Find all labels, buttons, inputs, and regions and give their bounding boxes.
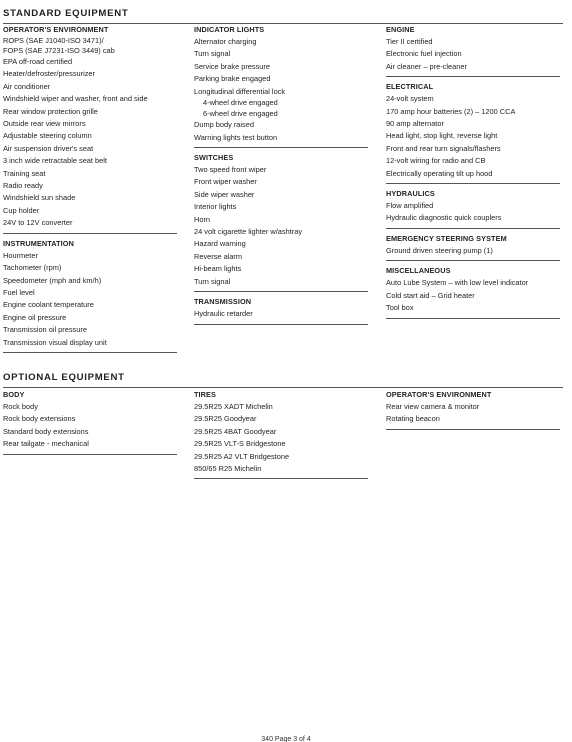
list-item: Cold start aid – Grid heater xyxy=(386,290,475,300)
std-operators-environment-section xyxy=(3,24,177,234)
list-item: Electrically operating tilt up hood xyxy=(386,168,493,178)
list-item: Front wiper washer xyxy=(194,177,257,187)
section-title: TRANSMISSION xyxy=(194,297,252,307)
std-hydraulics-section xyxy=(386,188,560,229)
list-item: Rotating beacon xyxy=(386,414,440,424)
list-item: Tachometer (rpm) xyxy=(3,263,62,273)
list-item: Air suspension driver's seat xyxy=(3,143,94,153)
opt-tires-section xyxy=(194,389,368,479)
section-title: EMERGENCY STEERING SYSTEM xyxy=(386,233,507,243)
list-item: Side wiper washer xyxy=(194,189,255,199)
list-item: 12-volt wiring for radio and CB xyxy=(386,156,486,166)
list-item: FOPS (SAE J7231-ISO 3449) cab xyxy=(3,46,115,55)
std-indicator-lights-section xyxy=(194,24,368,148)
list-item: Flow amplified xyxy=(386,201,434,211)
list-item: Air conditioner xyxy=(3,81,51,91)
list-item: Transmission visual display unit xyxy=(3,337,107,347)
list-item: Engine oil pressure xyxy=(3,312,67,322)
standard-equipment-heading: STANDARD EQUIPMENT xyxy=(3,8,563,24)
list-item: Hi-beam lights xyxy=(194,264,242,274)
section-title: ELECTRICAL xyxy=(386,82,434,92)
page-footer: 340 Page 3 of 4 xyxy=(261,736,311,742)
list-item: EPA off-road certified xyxy=(3,57,73,66)
list-item: Ground driven steering pump (1) xyxy=(386,245,493,255)
list-item: Rear view camera & monitor xyxy=(386,402,480,411)
list-item: 4-wheel drive engaged xyxy=(203,98,278,108)
list-item: Tool box xyxy=(386,303,414,313)
list-item: 24-volt system xyxy=(386,94,434,104)
list-item: Alternator charging xyxy=(194,37,257,46)
list-item: Rock body xyxy=(3,402,38,411)
optional-equipment-heading: OPTIONAL EQUIPMENT xyxy=(3,372,563,388)
list-item: 29.5R25 XADT Michelin xyxy=(194,402,273,411)
list-item: Cup holder xyxy=(3,205,40,215)
list-item: Hydraulic diagnostic quick couplers xyxy=(386,213,502,223)
standard-column-2 xyxy=(194,24,368,329)
section-title: MISCELLANEOUS xyxy=(386,266,451,276)
standard-column-3 xyxy=(386,24,560,323)
list-item: Hazard warning xyxy=(194,239,246,249)
std-transmission-section xyxy=(194,296,368,324)
section-title: OPERATOR'S ENVIRONMENT xyxy=(3,25,109,34)
list-item: 6-wheel drive engaged xyxy=(203,108,278,118)
list-item: Dump body raised xyxy=(194,120,254,130)
list-item: 24 volt cigarette lighter w/ashtray xyxy=(194,227,303,237)
list-item: Turn signal xyxy=(194,276,231,286)
opt-operators-environment-section xyxy=(386,389,560,430)
list-item: Windshield wiper and washer, front and side xyxy=(3,94,148,104)
list-item: Longitudinal differential lock xyxy=(194,86,286,96)
list-item: Rear window protection grille xyxy=(3,106,98,116)
list-item: Horn xyxy=(194,214,211,224)
list-item: Reverse alarm xyxy=(194,251,243,261)
list-item: ROPS (SAE J1040-ISO 3471)/ xyxy=(3,36,104,45)
std-switches-section xyxy=(194,152,368,292)
list-item: Rear tailgate - mechanical xyxy=(3,439,89,449)
std-emergency-steering-section xyxy=(386,233,560,261)
list-item: 850/65 R25 Michelin xyxy=(194,464,262,474)
list-item: Auto Lube System – with low level indicator xyxy=(386,278,529,288)
list-item: Rock body extensions xyxy=(3,414,76,424)
list-item: Fuel level xyxy=(3,287,35,297)
optional-column-3 xyxy=(386,389,560,434)
section-title: OPERATOR'S ENVIRONMENT xyxy=(386,390,492,399)
list-item: 29.5R25 Goodyear xyxy=(194,414,257,424)
std-miscellaneous-section xyxy=(386,265,560,318)
list-item: Training seat xyxy=(3,168,46,178)
section-title: INDICATOR LIGHTS xyxy=(194,25,265,34)
list-item: Hourmeter xyxy=(3,250,38,260)
list-item: Air cleaner – pre-cleaner xyxy=(386,61,467,71)
section-title: HYDRAULICS xyxy=(386,189,435,199)
list-item: 3 inch wide retractable seat belt xyxy=(3,156,107,166)
list-item: Radio ready xyxy=(3,181,43,191)
list-item: Front and rear turn signals/flashers xyxy=(386,143,501,153)
list-item: Electronic fuel injection xyxy=(386,49,462,59)
list-item: Tier II certified xyxy=(386,37,433,46)
section-title: BODY xyxy=(3,390,25,399)
list-item: Interior lights xyxy=(194,202,237,212)
list-item: 24V to 12V converter xyxy=(3,218,73,228)
list-item: 29.5R25 A2 VLT Bridgestone xyxy=(194,451,290,461)
list-item: Parking brake engaged xyxy=(194,74,271,84)
list-item: Outside rear view mirrors xyxy=(3,119,86,129)
section-title: SWITCHES xyxy=(194,153,234,163)
standard-column-1 xyxy=(3,24,177,357)
section-title: INSTRUMENTATION xyxy=(3,238,74,248)
list-item: Standard body extensions xyxy=(3,426,89,436)
list-item: Heater/defroster/pressurizer xyxy=(3,69,96,79)
list-item: 170 amp hour batteries (2) – 1200 CCA xyxy=(386,106,516,116)
list-item: Transmission oil pressure xyxy=(3,325,87,335)
list-item: Speedometer (mph and km/h) xyxy=(3,275,102,285)
optional-column-1 xyxy=(3,389,177,459)
list-item: Service brake pressure xyxy=(194,61,270,71)
std-electrical-section xyxy=(386,81,560,184)
list-item: 90 amp alternator xyxy=(386,119,444,129)
list-item: Turn signal xyxy=(194,49,231,59)
list-item: Engine coolant temperature xyxy=(3,300,94,310)
list-item: Warning lights test button xyxy=(194,132,278,142)
list-item: 29.5R25 4BAT Goodyear xyxy=(194,426,277,436)
list-item: Adjustable steering column xyxy=(3,131,92,141)
std-instrumentation-section xyxy=(3,238,177,353)
list-item: Hydraulic retarder xyxy=(194,309,253,319)
list-item: Windshield sun shade xyxy=(3,193,76,203)
section-title: TIRES xyxy=(194,390,216,399)
opt-body-section xyxy=(3,389,177,455)
list-item: Head light, stop light, reverse light xyxy=(386,131,498,141)
list-item: Two speed front wiper xyxy=(194,165,267,175)
section-title: ENGINE xyxy=(386,25,415,34)
optional-column-2 xyxy=(194,389,368,483)
list-item: 29.5R25 VLT-S Bridgestone xyxy=(194,439,286,449)
std-engine-section xyxy=(386,24,560,77)
